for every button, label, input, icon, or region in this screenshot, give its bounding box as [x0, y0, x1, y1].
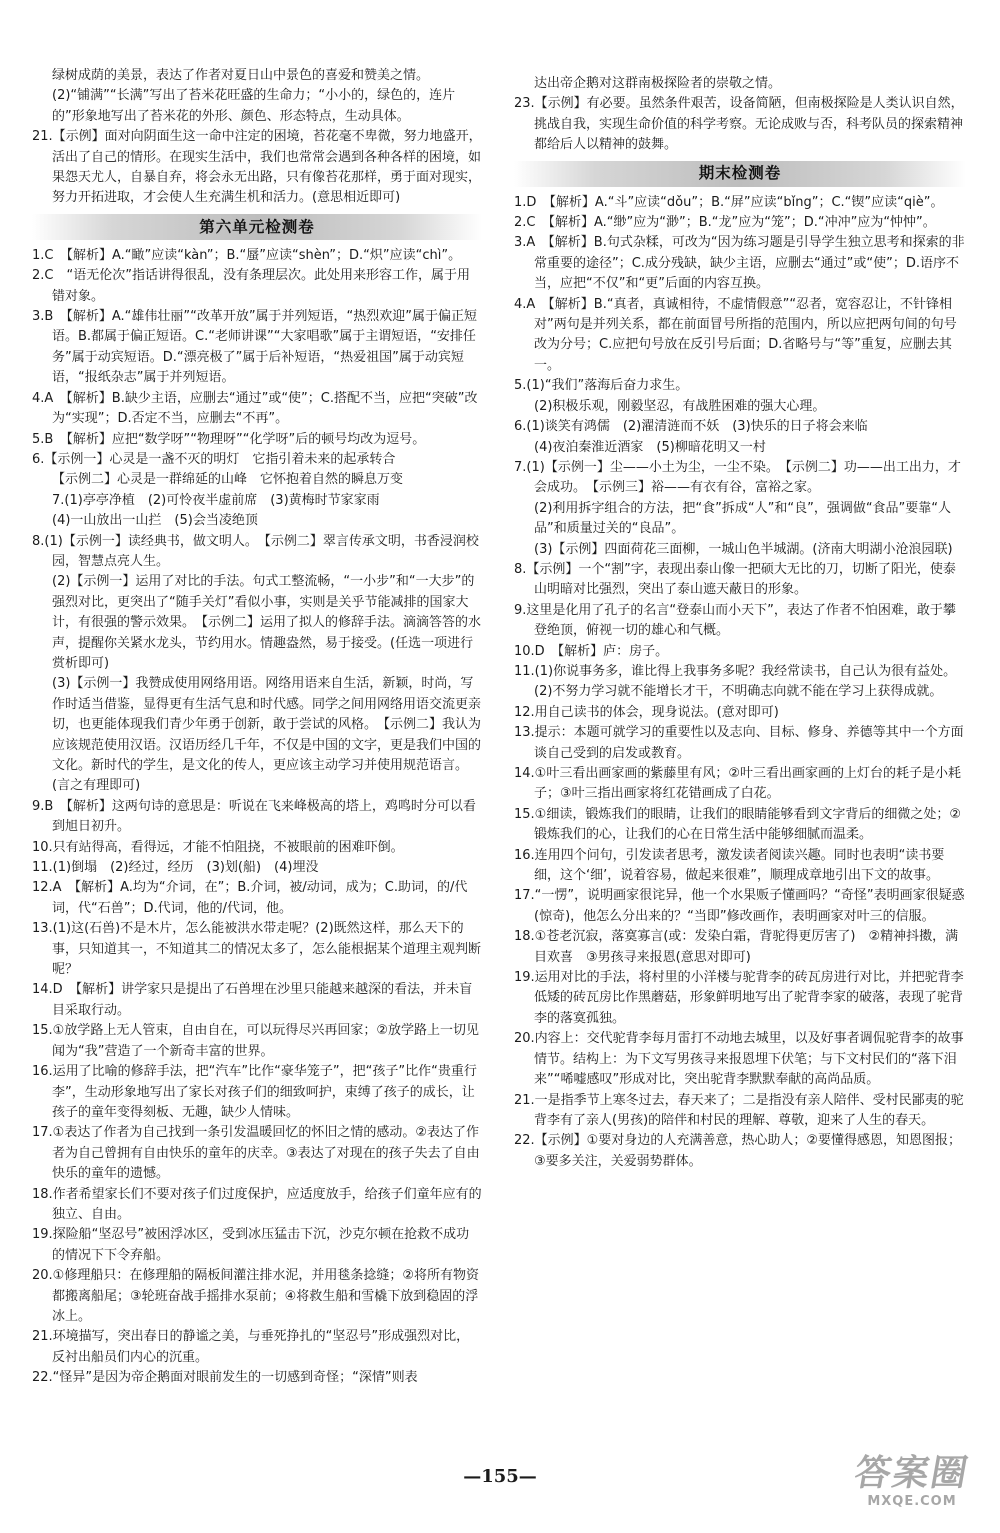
answer-paragraph: 11.(1)倒塌 (2)经过，经历 (3)划(船) (4)埋没 — [32, 860, 319, 876]
answer-paragraph: 6.(1)谈笑有鸿儒 (2)濯清涟而不妖 (3)快乐的日子将会来临 — [514, 419, 868, 435]
right-column — [514, 74, 966, 1172]
answer-paragraph: 9.B 【解析】这两句诗的意思是：听说在飞来峰极高的塔上，鸡鸣时分可以看到旭日初升。 — [32, 798, 476, 835]
answer-paragraph: 19.探险船“坚忍号”被困浮冰区，受到冰压猛击下沉，沙克尔顿在抢救不成功的情况下下令弃船。 — [32, 1227, 470, 1263]
watermark-logo-text: 答案圈 — [851, 1452, 973, 1494]
answer-paragraph: 7.(1)亭亭净植 (2)可怜夜半虚前席 (3)黄梅时节家家雨 — [52, 492, 380, 508]
answer-paragraph: 5.(1)“我们”落海后奋力求生。 — [514, 378, 689, 394]
answer-paragraph: 15.①细读，锻炼我们的眼睛，让我们的眼睛能够看到文字背后的细微之处；②锻炼我们的心，让我们的心在日常生活中能够细腻而温柔。 — [514, 806, 961, 843]
answer-paragraph: 16.运用了比喻的修辞手法，把“汽车”比作“豪华笼子”，把“孩子”比作“贵重行李”，生动形象地写出了家长对孩子们的细致呵护，束缚了孩子的成长，让孩子的童年变得刻板、无趣，缺少人情味。 — [32, 1064, 477, 1120]
answer-paragraph: 6.【示例一】心灵是一盏不灭的明灯 它指引着未来的起承转合 — [32, 451, 396, 467]
answer-paragraph: 8.(1)【示例一】读经典书，做文明人。 【示例二】翠言传承文明，书香浸润校园，智慧点亮人生。 — [32, 533, 479, 569]
answer-paragraph: 13.(1)这(石兽)不是木片，怎么能被洪水带走呢？(2)既然这样，那么天下的事，只知道其一，不知道其二的情况太多了，怎么能根据某个道理主观判断呢？ — [32, 921, 482, 978]
answer-paragraph: 达出帝企鹅对这群南极探险者的崇敬之情。 — [534, 76, 782, 91]
answer-paragraph: (2)利用拆字组合的方法，把“食”拆成“人”和“良”，强调做“食品”要靠“人品”和质量过关的“良品”。 — [534, 500, 952, 537]
answer-paragraph: 20.内容上：交代驼背李每月雷打不动地去城里，以及好事者调侃驼背李的故事情节。结构上：为下文写男孩寻来报恩埋下伏笔；与下文村民们的“落下泪来”“唏嘘感叹”形成对比，突出驼背李默默奉献的高尚品质。 — [514, 1031, 964, 1088]
watermark-logo — [842, 1452, 982, 1524]
answer-paragraph: 17.①表达了作者为自己找到一条引发温暖回忆的怀旧之情的感动。②表达了作者为自己曾拥有自由快乐的童年的庆幸。③表达了对现在的孩子失去了自由快乐的童年的遗憾。 — [32, 1125, 480, 1182]
answer-paragraph: 22.【示例】①要对身边的人充满善意，热心助人；②要懂得感恩，知恩图报；③要多关注，关爱弱势群体。 — [514, 1133, 961, 1169]
answer-paragraph: 11.(1)你说事务多，谁比得上我事务多呢？我经常读书，自己认为很有益处。 — [514, 663, 957, 679]
answer-paragraph: 15.①放学路上无人管束，自由自在，可以玩得尽兴再回家；②放学路上一切见闻为“我”营造了一个新奇丰富的世界。 — [32, 1023, 479, 1059]
answer-paragraph: 2.C 【解析】A.“缈”应为“渺”；B.“龙”应为“笼”；D.“冲冲”应为“忡忡”。 — [514, 215, 936, 231]
answer-paragraph: 13.提示：本题可就学习的重要性以及志向、目标、修身、养德等其中一个方面谈自己受到的启发或教育。 — [514, 725, 964, 761]
answer-paragraph: (2)积极乐观，刚毅坚忍，有战胜困难的强大心理。 — [534, 398, 826, 414]
answer-paragraph: (2)【示例一】运用了对比的手法。句式工整流畅，“一小步”和“一大步”的强烈对比，更突出了“随手关灯”看似小事，实则是关乎节能减排的国家大计，有很强的警示效果。 【示例二】运用了拟人的修辞手法。滴滴答答的水声，提醒你关紧水龙头，节约用水。情趣盎然，易于接受。(任选一项进行赏析即可) — [52, 574, 482, 671]
answer-paragraph: (2)不努力学习就不能增长才干，不明确志向就不能在学习上获得成就。 — [534, 684, 943, 700]
answer-paragraph: 3.A 【解析】B.句式杂糅，可改为“因为练习题是引导学生独立思考和探索的非常重要的途径”；C.成分残缺，缺少主语，应删去“通过”或“使”；D.语序不当，应把“不仅”和“更”后面的内容互换。 — [514, 235, 965, 292]
page-number: —155— — [463, 1466, 537, 1487]
answer-paragraph: 20.①修理船只：在修理船的隔板间灌注排水泥，并用毯条捻缝；②将所有物资都搬离船尾；③轮班奋战手摇排水泵前；④将救生船和雪橇下放到稳固的浮冰上。 — [32, 1268, 479, 1324]
answer-paragraph: 10.D 【解析】庐：房子。 — [514, 643, 669, 659]
answer-paragraph: (4)夜泊秦淮近酒家 (5)柳暗花明又一村 — [534, 439, 766, 455]
answer-paragraph: 21.环境描写，突出春日的静谧之美，与垂死挣扎的“坚忍号”形成强烈对比，反衬出船员们内心的沉重。 — [32, 1329, 470, 1365]
answer-paragraph: 21.一是指季节上寒冬过去，春天来了；二是指没有亲人陪伴、受村民鄙夷的驼背李有了亲人(男孩)的陪伴和村民的理解、尊敬，迎来了人生的春天。 — [514, 1092, 964, 1128]
answer-paragraph: 8.【示例】一个“割”字，表现出泰山像一把硕大无比的刀，切断了阳光，使泰山明暗对比强烈，突出了泰山遮天蔽日的形象。 — [514, 561, 956, 598]
answer-paragraph: 19.运用对比的手法，将村里的小洋楼与驼背李的砖瓦房进行对比，并把驼背李低矮的砖瓦房比作黑蘑菇，形象鲜明地写出了驼背李家的破落，表现了驼背李的落寞孤独。 — [514, 970, 964, 1026]
answer-paragraph: 14.①叶三看出画家画的紫藤里有风；②叶三看出画家画的上灯台的耗子是小耗子；③叶三指出画家将红花错画成了白花。 — [514, 766, 961, 802]
answer-paragraph: (3)【示例】四面荷花三面柳，一城山色半城湖。(济南大明湖小沧浪园联) — [534, 541, 953, 557]
answer-paragraph: 1.C 【解析】A.“瞰”应读“kàn”；B.“蜃”应读“shèn”；D.“炽”应读“chì”。 — [32, 247, 462, 263]
answer-paragraph: 绿树成荫的美景，表达了作者对夏日山中景色的喜爱和赞美之情。 — [52, 68, 430, 83]
answer-paragraph: (4)一山放出一山拦 (5)会当凌绝顶 — [52, 513, 258, 529]
answer-paragraph: 2.C “语无伦次”指话讲得很乱，没有条理层次。此处用来形容工作，属于用错对象。 — [32, 268, 470, 304]
answer-paragraph: 18.作者希望家长们不要对孩子们过度保护，应适度放手，给孩子们童年应有的独立、自由。 — [32, 1186, 482, 1222]
left-column — [32, 66, 482, 1389]
answer-paragraph: (3)【示例一】我赞成使用网络用语。网络用语来自生活，新颖，时尚，写作时适当借鉴，显得更有生活气息和时代感。同学之间用网络用语交流更亲切，也更能体现我们青少年勇于创新，敢于尝试的风格。 【示例二】我认为应该规范使用汉语。汉语历经几千年，不仅是中国的文字，更是我们中国的文化。新时代的学生，是文化的传人，更应该主动学习并使用规范语言。(言之有理即可) — [52, 676, 482, 794]
answer-paragraph: 12.A 【解析】A.均为“介词，在”；B.介词，被/动词，成为；C.助词，的/代词，代“石兽”；D.代词，他的/代词，他。 — [32, 880, 468, 916]
answer-paragraph: 14.D 【解析】讲学家只是提出了石兽埋在沙里只能越来越深的看法，并未盲目采取行动。 — [32, 982, 473, 1018]
answer-paragraph: 23.【示例】有必要。虽然条件艰苦，设备简陋，但南极探险是人类认识自然，挑战自我，实现生命价值的科学考察。无论成败与否，科考队员的探索精神都给后人以精神的鼓舞。 — [514, 96, 964, 153]
answer-paragraph: 4.A 【解析】B.缺少主语，应删去“通过”或“使”；C.搭配不当，应把“突破”改为“实现”；D.否定不当，应删去“不再”。 — [32, 390, 478, 427]
answer-paragraph: 18.①苍老沉寂，落寞寡言(或：发染白霜，背驼得更厉害了) ②精神抖擞，满目欢喜 ③男孩寻来报恩(意思对即可) — [514, 929, 959, 965]
answer-paragraph: 5.B 【解析】应把“数学呀”“物理呀”“化学呀”后的顿号均改为逗号。 — [32, 431, 426, 447]
answer-paragraph: 9.这里是化用了孔子的名言“登泰山而小天下”，表达了作者不怕困难，敢于攀登绝顶，俯视一切的雄心和气概。 — [514, 602, 956, 639]
answer-paragraph: 【示例二】心灵是一群绵延的山峰 它怀抱着自然的瞬息万变 — [52, 472, 404, 488]
answer-paragraph: 17.“一愣”，说明画家很诧异，他一个水果贩子懂画吗？“奇怪”表明画家很疑惑(惊奇)，他怎么分出来的？“当即”修改画作，表明画家对叶三的信服。 — [514, 888, 965, 924]
section-title: 期末检测卷 — [514, 161, 966, 187]
section-title: 第六单元检测卷 — [32, 214, 482, 240]
answer-paragraph: 7.(1)【示例一】尘——小土为尘，一尘不染。 【示例二】功——出工出力，才会成功。 【示例三】裕——有衣有谷，富裕之家。 — [514, 459, 961, 496]
answer-paragraph: 1.D 【解析】A.“斗”应读“dǒu”；B.“屏”应读“bǐng”；C.“锲”应读“qiè”。 — [514, 194, 944, 210]
answer-paragraph: 12.用自己读书的体会，现身说法。(意对即可) — [514, 704, 779, 720]
answer-paragraph: 4.A 【解析】B.“真者，真诚相待，不虚情假意”“忍者，宽容忍让，不针锋相对”两句是并列关系，都在前面冒号所指的范围内，所以应把两句间的句号改为分号；C.应把句号放在反引号后面；D.省略号与“等”重复，应删去其一。 — [514, 296, 957, 373]
answer-paragraph: 10.只有站得高，看得远，才能不怕阻挠，不被眼前的困难吓倒。 — [32, 839, 404, 855]
answer-paragraph: 16.连用四个问句，引发读者思考，激发读者阅读兴趣。同时也表明“读书要细，这个‘细’，说着容易，做起来很难”，顺理成章地引出下文的故事。 — [514, 847, 945, 884]
answer-paragraph: 3.B 【解析】A.“雄伟壮丽”“改革开放”属于并列短语，“热烈欢迎”属于偏正短语。B.都属于偏正短语。C.“老师讲课”“大家唱歌”属于主谓短语，“安排任务”属于动宾短语。D.“漂亮极了”属于后补短语，“热爱祖国”属于动宾短语，“报纸杂志”属于并列短语。 — [32, 309, 478, 386]
answer-paragraph: 22.“怪异”是因为帝企鹅面对眼前发生的一切感到奇怪；“深情”则表 — [32, 1370, 418, 1386]
answer-paragraph: (2)“铺满”“长满”写出了苔米花旺盛的生命力；“小小的，绿色的，连片的”形象地写出了苔米花的外形、颜色、形态特点，生动具体。 — [52, 88, 456, 124]
watermark-url: MXQE.COM — [867, 1494, 957, 1509]
answer-paragraph: 21.【示例】面对向阴面生这一命中注定的困境，苔花毫不卑微，努力地盛开，活出了自己的情形。在现实生活中，我们也常常会遇到各种各样的困境，如果怨天尤人，自暴自弃，将会永无出路，只有像苔花那样，勇于面对现实，努力开拓进取，才会使人生充满生机和活力。(意思相近即可) — [32, 129, 482, 206]
